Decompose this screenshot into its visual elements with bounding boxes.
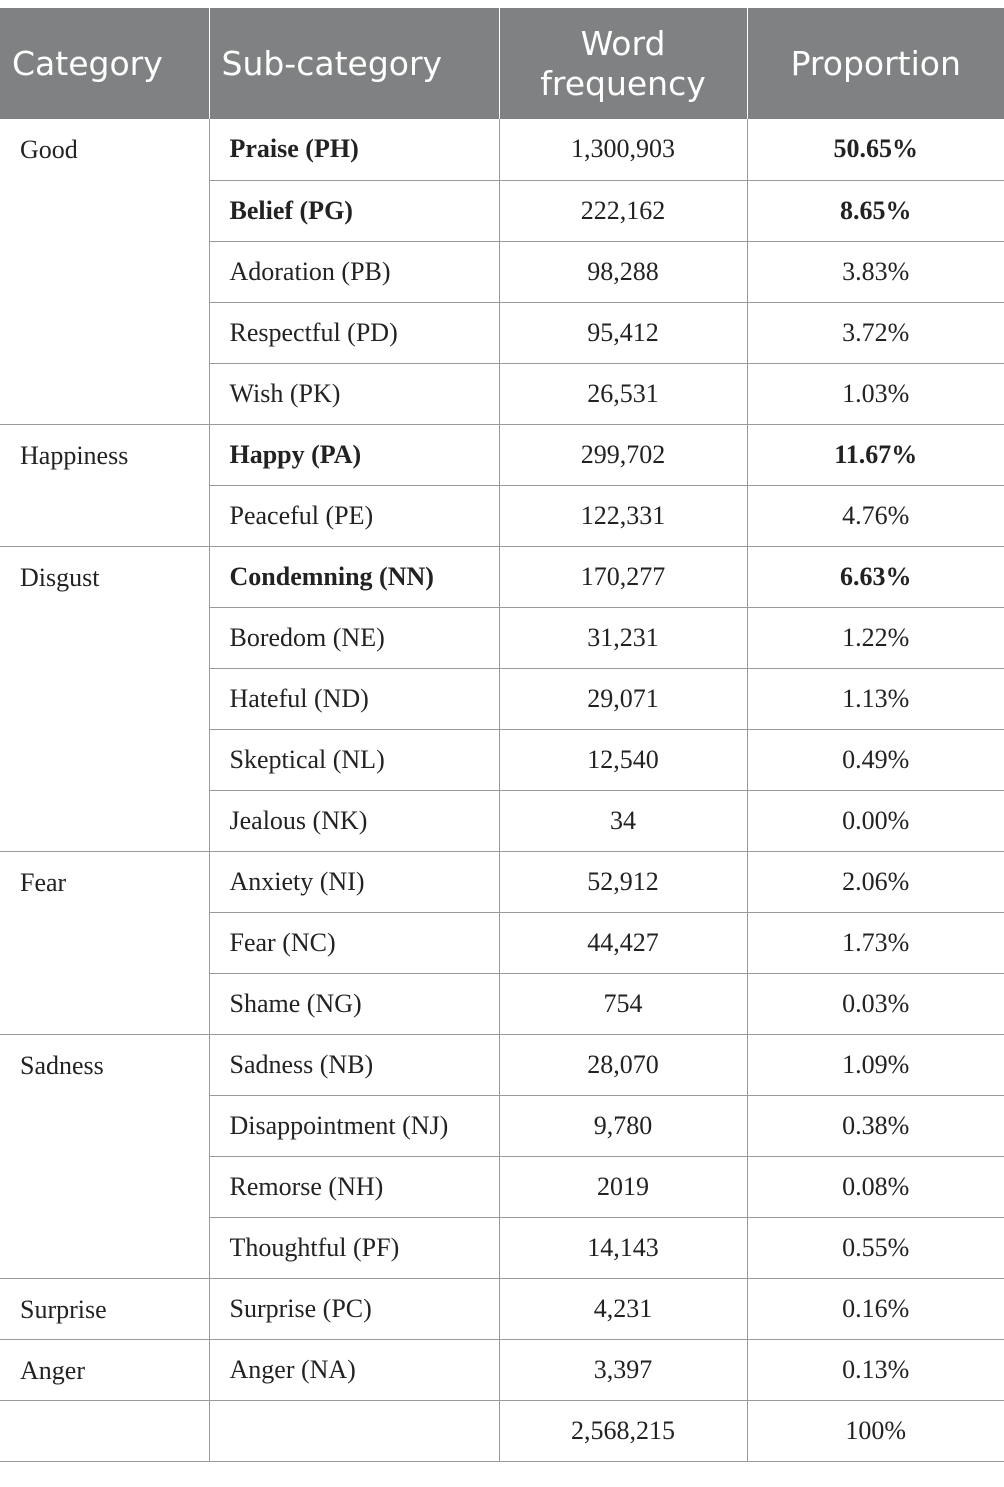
- emotion-word-frequency-table: [0, 8, 1004, 1462]
- sub-category-cell: Hateful (ND): [209, 668, 499, 729]
- word-frequency-cell: 29,071: [499, 668, 747, 729]
- category-cell: Disgust: [0, 546, 209, 851]
- sub-category-cell: Condemning (NN): [209, 546, 499, 607]
- table-row: [0, 851, 1004, 912]
- word-frequency-cell: 44,427: [499, 912, 747, 973]
- sub-category-cell: Surprise (PC): [209, 1278, 499, 1339]
- word-frequency-cell: 754: [499, 973, 747, 1034]
- sub-category-cell: Jealous (NK): [209, 790, 499, 851]
- proportion-cell: 1.03%: [747, 363, 1004, 424]
- sub-category-cell: Boredom (NE): [209, 607, 499, 668]
- table-row: [0, 119, 1004, 180]
- proportion-cell: 2.06%: [747, 851, 1004, 912]
- word-frequency-cell: 122,331: [499, 485, 747, 546]
- proportion-cell: 0.49%: [747, 729, 1004, 790]
- header-word-frequency: Word frequency: [499, 8, 747, 119]
- category-cell: Good: [0, 119, 209, 424]
- sub-category-cell: Praise (PH): [209, 119, 499, 180]
- word-frequency-cell: 28,070: [499, 1034, 747, 1095]
- proportion-cell: 0.03%: [747, 973, 1004, 1034]
- sub-category-cell: Wish (PK): [209, 363, 499, 424]
- total-category-cell: [0, 1400, 209, 1461]
- proportion-cell: 4.76%: [747, 485, 1004, 546]
- proportion-cell: 3.83%: [747, 241, 1004, 302]
- proportion-cell: 8.65%: [747, 180, 1004, 241]
- proportion-cell: 1.13%: [747, 668, 1004, 729]
- word-frequency-cell: 299,702: [499, 424, 747, 485]
- header-sub-category: Sub-category: [209, 8, 499, 119]
- sub-category-cell: Disappointment (NJ): [209, 1095, 499, 1156]
- proportion-cell: 0.55%: [747, 1217, 1004, 1278]
- word-frequency-cell: 1,300,903: [499, 119, 747, 180]
- word-frequency-cell: 52,912: [499, 851, 747, 912]
- table-row: [0, 546, 1004, 607]
- sub-category-cell: Anger (NA): [209, 1339, 499, 1400]
- proportion-cell: 1.22%: [747, 607, 1004, 668]
- word-frequency-cell: 34: [499, 790, 747, 851]
- word-frequency-cell: 2019: [499, 1156, 747, 1217]
- table-row: [0, 1339, 1004, 1400]
- proportion-cell: 1.09%: [747, 1034, 1004, 1095]
- category-cell: Happiness: [0, 424, 209, 546]
- sub-category-cell: Belief (PG): [209, 180, 499, 241]
- total-frequency-cell: 2,568,215: [499, 1400, 747, 1461]
- table-row: [0, 424, 1004, 485]
- sub-category-cell: Fear (NC): [209, 912, 499, 973]
- proportion-cell: 0.16%: [747, 1278, 1004, 1339]
- total-sub-category-cell: [209, 1400, 499, 1461]
- sub-category-cell: Sadness (NB): [209, 1034, 499, 1095]
- proportion-cell: 0.13%: [747, 1339, 1004, 1400]
- word-frequency-cell: 3,397: [499, 1339, 747, 1400]
- table-row: [0, 1034, 1004, 1095]
- header-category: Category: [0, 8, 209, 119]
- header-proportion: Proportion: [747, 8, 1004, 119]
- proportion-cell: 1.73%: [747, 912, 1004, 973]
- sub-category-cell: Skeptical (NL): [209, 729, 499, 790]
- header-row: [0, 8, 1004, 119]
- proportion-cell: 0.00%: [747, 790, 1004, 851]
- sub-category-cell: Thoughtful (PF): [209, 1217, 499, 1278]
- sub-category-cell: Remorse (NH): [209, 1156, 499, 1217]
- sub-category-cell: Happy (PA): [209, 424, 499, 485]
- word-frequency-cell: 222,162: [499, 180, 747, 241]
- word-frequency-cell: 14,143: [499, 1217, 747, 1278]
- word-frequency-cell: 9,780: [499, 1095, 747, 1156]
- proportion-cell: 11.67%: [747, 424, 1004, 485]
- table-row: [0, 1278, 1004, 1339]
- proportion-cell: 3.72%: [747, 302, 1004, 363]
- sub-category-cell: Shame (NG): [209, 973, 499, 1034]
- word-frequency-cell: 4,231: [499, 1278, 747, 1339]
- total-row: [0, 1400, 1004, 1461]
- category-cell: Anger: [0, 1339, 209, 1400]
- proportion-cell: 0.38%: [747, 1095, 1004, 1156]
- sub-category-cell: Adoration (PB): [209, 241, 499, 302]
- sub-category-cell: Respectful (PD): [209, 302, 499, 363]
- proportion-cell: 6.63%: [747, 546, 1004, 607]
- proportion-cell: 50.65%: [747, 119, 1004, 180]
- category-cell: Sadness: [0, 1034, 209, 1278]
- proportion-cell: 0.08%: [747, 1156, 1004, 1217]
- total-proportion-cell: 100%: [747, 1400, 1004, 1461]
- category-cell: Fear: [0, 851, 209, 1034]
- word-frequency-cell: 26,531: [499, 363, 747, 424]
- word-frequency-cell: 31,231: [499, 607, 747, 668]
- word-frequency-cell: 170,277: [499, 546, 747, 607]
- table-header: [0, 8, 1004, 119]
- word-frequency-cell: 98,288: [499, 241, 747, 302]
- word-frequency-cell: 95,412: [499, 302, 747, 363]
- word-frequency-cell: 12,540: [499, 729, 747, 790]
- sub-category-cell: Peaceful (PE): [209, 485, 499, 546]
- table-body: [0, 119, 1004, 1461]
- category-cell: Surprise: [0, 1278, 209, 1339]
- sub-category-cell: Anxiety (NI): [209, 851, 499, 912]
